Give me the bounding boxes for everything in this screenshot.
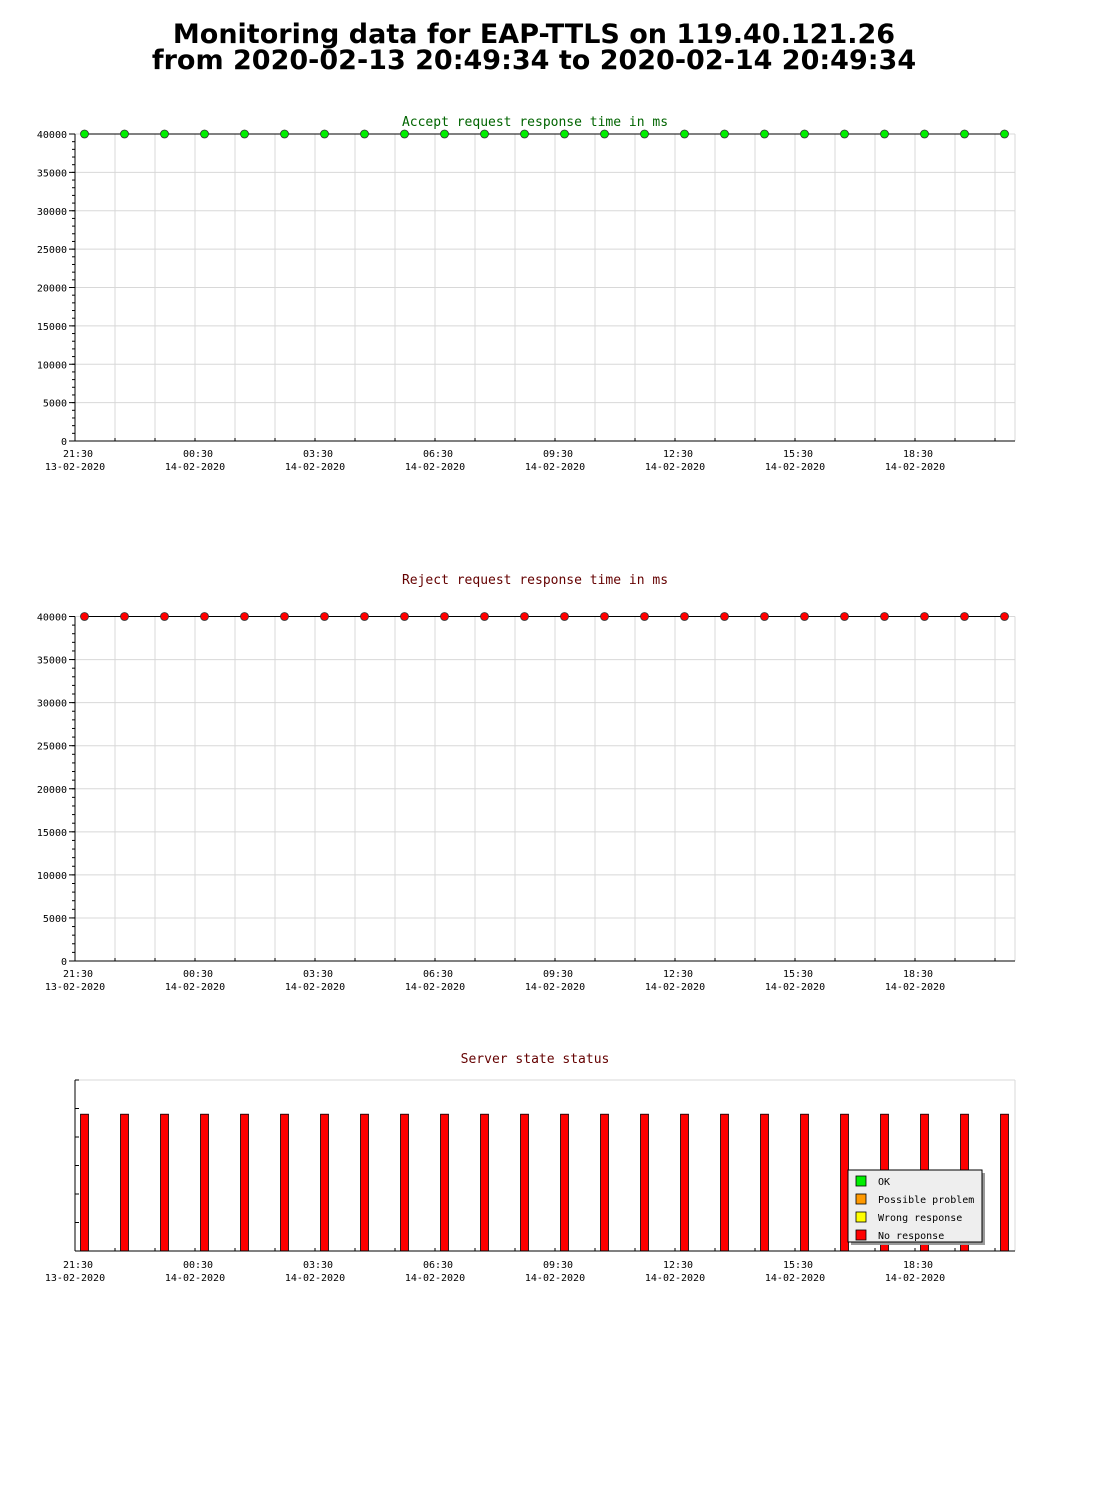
accept-chart-data-point	[241, 130, 249, 138]
accept-chart-y-tick-label: 35000	[36, 168, 67, 180]
reject-chart-data-point	[201, 613, 209, 621]
status-chart-status-bar	[401, 1114, 409, 1251]
accept-chart-x-tick-time: 00:30	[182, 449, 214, 460]
status-chart-legend-label: No response	[878, 1231, 945, 1242]
accept-chart-x-tick-time: 12:30	[662, 449, 694, 460]
reject-chart-data-point	[841, 613, 849, 621]
accept-chart-data-point	[81, 130, 89, 138]
accept-chart-data-point	[641, 130, 649, 138]
accept-chart-data-point	[601, 130, 609, 138]
accept-chart-y-tick-label: 25000	[36, 245, 67, 257]
status-chart-status-bar	[161, 1114, 169, 1251]
reject-chart-data-point	[241, 613, 249, 621]
status-chart-status-bar	[601, 1114, 609, 1251]
status-chart-x-tick-time: 09:30	[542, 1260, 574, 1271]
status-chart-status-bar	[121, 1114, 129, 1251]
status-chart-legend-swatch	[856, 1194, 866, 1204]
accept-chart-y-tick-label: 20000	[36, 283, 67, 295]
status-chart-status-bar	[201, 1114, 209, 1251]
reject-chart-x-tick-time: 21:30	[62, 969, 94, 980]
status-chart-status-bar	[681, 1114, 689, 1251]
reject-chart-x-tick-time: 12:30	[662, 969, 694, 980]
status-chart-status-bar	[841, 1114, 849, 1251]
accept-chart-x-tick-time: 21:30	[62, 449, 94, 460]
reject-chart-data-point	[881, 613, 889, 621]
status-chart-status-bar	[561, 1114, 569, 1251]
accept-chart-data-point	[721, 130, 729, 138]
reject-chart-data-point	[641, 613, 649, 621]
accept-chart-x-tick-date: 14-02-2020	[884, 462, 946, 473]
reject-chart-data-point	[441, 613, 449, 621]
status-chart-x-tick-date: 14-02-2020	[644, 1273, 706, 1284]
reject-chart-x-tick-time: 00:30	[182, 969, 214, 980]
status-chart-status-bar	[721, 1114, 729, 1251]
status-chart-x-tick-date: 13-02-2020	[44, 1273, 106, 1284]
reject-chart-data-point	[161, 613, 169, 621]
status-chart-legend-label: Wrong response	[878, 1213, 963, 1224]
status-chart-x-tick-date: 14-02-2020	[524, 1273, 586, 1284]
accept-chart-data-point	[681, 130, 689, 138]
reject-chart-title: Reject request response time in ms	[401, 573, 669, 588]
accept-chart-y-tick-label: 15000	[36, 321, 67, 333]
accept-chart-data-point	[361, 130, 369, 138]
accept-chart-data-point	[281, 130, 289, 138]
reject-chart-y-tick-label: 10000	[36, 870, 67, 882]
accept-chart-x-tick-date: 14-02-2020	[524, 462, 586, 473]
reject-chart-y-tick-label: 20000	[36, 784, 67, 796]
accept-chart-x-tick-date: 14-02-2020	[164, 462, 226, 473]
reject-chart-data-point	[361, 613, 369, 621]
status-chart-status-bar	[521, 1114, 529, 1251]
reject-chart-data-point	[761, 613, 769, 621]
reject-chart-x-tick-date: 14-02-2020	[164, 982, 226, 993]
reject-chart-x-tick-date: 14-02-2020	[644, 982, 706, 993]
status-chart-status-bar	[281, 1114, 289, 1251]
accept-chart-data-point	[801, 130, 809, 138]
status-chart-status-bar	[1001, 1114, 1009, 1251]
accept-chart-data-point	[841, 130, 849, 138]
reject-chart-y-tick-label: 5000	[42, 913, 67, 925]
accept-chart-data-point	[961, 130, 969, 138]
reject-chart-data-point	[521, 613, 529, 621]
status-chart-status-bar	[241, 1114, 249, 1251]
status-chart-x-tick-date: 14-02-2020	[764, 1273, 826, 1284]
reject-chart-x-tick-time: 09:30	[542, 969, 574, 980]
status-chart-title: Server state status	[460, 1052, 610, 1067]
reject-chart-x-tick-date: 14-02-2020	[404, 982, 466, 993]
accept-chart-x-tick-date: 14-02-2020	[284, 462, 346, 473]
accept-chart-data-point	[481, 130, 489, 138]
reject-chart-y-tick-label: 30000	[36, 698, 67, 710]
accept-chart-data-point	[161, 130, 169, 138]
accept-chart-data-point	[201, 130, 209, 138]
status-chart-status-bar	[761, 1114, 769, 1251]
reject-chart-x-tick-date: 14-02-2020	[524, 982, 586, 993]
reject-chart-data-point	[681, 613, 689, 621]
reject-chart-data-point	[401, 613, 409, 621]
page-title-line-2: from 2020-02-13 20:49:34 to 2020-02-14 20:49:34	[151, 45, 917, 76]
accept-chart-y-tick-label: 0	[60, 437, 67, 448]
accept-chart-y-tick-label: 5000	[42, 398, 67, 410]
reject-chart-x-tick-date: 13-02-2020	[44, 982, 106, 993]
accept-chart-title: Accept request response time in ms	[401, 115, 669, 130]
status-chart-x-tick-time: 03:30	[302, 1260, 334, 1271]
accept-chart-data-point	[881, 130, 889, 138]
reject-chart-x-tick-date: 14-02-2020	[764, 982, 826, 993]
status-chart-x-tick-date: 14-02-2020	[164, 1273, 226, 1284]
reject-chart-data-point	[961, 613, 969, 621]
accept-chart-x-tick-date: 14-02-2020	[404, 462, 466, 473]
status-chart-x-tick-date: 14-02-2020	[884, 1273, 946, 1284]
status-chart-x-tick-time: 06:30	[422, 1260, 454, 1271]
accept-chart-y-tick-label: 10000	[36, 360, 67, 372]
reject-chart-y-tick-label: 25000	[36, 741, 67, 753]
reject-chart-y-tick-label: 15000	[36, 827, 67, 839]
accept-chart-data-point	[441, 130, 449, 138]
reject-chart-x-tick-time: 03:30	[302, 969, 334, 980]
reject-chart-data-point	[81, 613, 89, 621]
page-title-line-1: Monitoring data for EAP-TTLS on 119.40.121.26	[172, 19, 896, 50]
reject-chart-x-tick-time: 18:30	[902, 969, 934, 980]
accept-chart-x-tick-time: 18:30	[902, 449, 934, 460]
accept-chart-x-tick-time: 03:30	[302, 449, 334, 460]
accept-chart-x-tick-time: 06:30	[422, 449, 454, 460]
accept-chart-x-tick-time: 15:30	[782, 449, 814, 460]
status-chart-status-bar	[641, 1114, 649, 1251]
status-chart-x-tick-time: 00:30	[182, 1260, 214, 1271]
accept-chart-x-tick-date: 14-02-2020	[764, 462, 826, 473]
reject-chart-x-tick-time: 15:30	[782, 969, 814, 980]
status-chart-status-bar	[481, 1114, 489, 1251]
accept-chart-x-tick-time: 09:30	[542, 449, 574, 460]
status-chart-legend-swatch	[856, 1176, 866, 1186]
status-chart-status-bar	[801, 1114, 809, 1251]
reject-chart-y-tick-label: 0	[60, 957, 67, 968]
reject-chart-data-point	[801, 613, 809, 621]
reject-chart-data-point	[721, 613, 729, 621]
reject-chart-data-point	[1001, 613, 1009, 621]
status-chart-legend-swatch	[856, 1212, 866, 1222]
status-chart-x-tick-time: 18:30	[902, 1260, 934, 1271]
accept-chart-data-point	[761, 130, 769, 138]
reject-chart-data-point	[281, 613, 289, 621]
reject-chart-data-point	[121, 613, 129, 621]
status-chart-legend-label: OK	[878, 1177, 891, 1188]
status-chart-x-tick-date: 14-02-2020	[404, 1273, 466, 1284]
accept-chart-data-point	[401, 130, 409, 138]
accept-chart-data-point	[121, 130, 129, 138]
reject-chart-data-point	[481, 613, 489, 621]
reject-chart-y-tick-label: 35000	[36, 655, 67, 667]
status-chart-status-bar	[81, 1114, 89, 1251]
reject-chart-data-point	[561, 613, 569, 621]
reject-chart-x-tick-time: 06:30	[422, 969, 454, 980]
accept-chart-y-tick-label: 40000	[36, 130, 67, 141]
accept-chart-data-point	[521, 130, 529, 138]
status-chart-legend-label: Possible problem	[878, 1195, 975, 1206]
status-chart-status-bar	[321, 1114, 329, 1251]
status-chart-x-tick-time: 15:30	[782, 1260, 814, 1271]
reject-chart-x-tick-date: 14-02-2020	[284, 982, 346, 993]
reject-chart-y-tick-label: 40000	[36, 612, 67, 624]
status-chart-status-bar	[361, 1114, 369, 1251]
reject-chart-data-point	[321, 613, 329, 621]
status-chart-status-bar	[441, 1114, 449, 1251]
accept-chart-y-tick-label: 30000	[36, 206, 67, 218]
reject-chart-data-point	[921, 613, 929, 621]
accept-chart-data-point	[921, 130, 929, 138]
accept-chart-x-tick-date: 13-02-2020	[44, 462, 106, 473]
reject-chart-data-point	[601, 613, 609, 621]
accept-chart-data-point	[1001, 130, 1009, 138]
accept-chart-data-point	[561, 130, 569, 138]
status-chart-x-tick-time: 12:30	[662, 1260, 694, 1271]
reject-chart-x-tick-date: 14-02-2020	[884, 982, 946, 993]
accept-chart-x-tick-date: 14-02-2020	[644, 462, 706, 473]
status-chart-x-tick-time: 21:30	[62, 1260, 94, 1271]
status-chart-x-tick-date: 14-02-2020	[284, 1273, 346, 1284]
accept-chart-data-point	[321, 130, 329, 138]
status-chart-legend-swatch	[856, 1230, 866, 1240]
